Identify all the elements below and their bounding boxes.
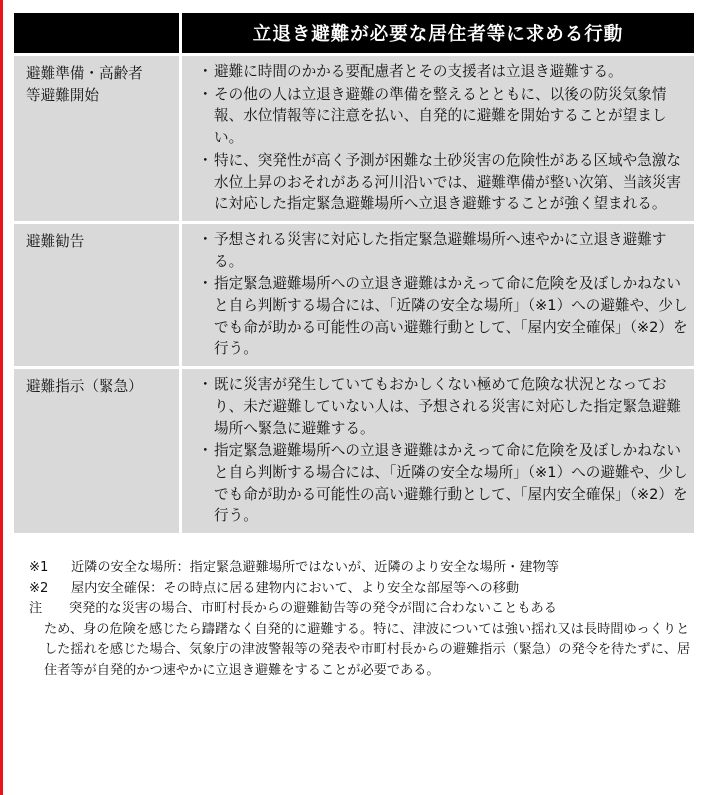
- footnotes: [14, 558, 694, 682]
- action-text: 特に、突発性が高く予測が困難な土砂災害の危険性がある区域や急激な水位上昇のおそれがある河川沿いでは、避難準備が整い次第、当該災害に対応した指定緊急避難場所へ立退き避難することが強く望まれる。: [214, 151, 682, 213]
- table-header-title: 立退き避難が必要な居住者等に求める行動: [182, 13, 694, 53]
- table-row-advisory: [14, 224, 694, 366]
- footnote-mark: ※2: [29, 580, 49, 596]
- action-text: その他の人は立退き避難の準備を整えるとともに、以後の防災気象情報、水位情報等に注意を払い、自発的に避難を開始することが望ましい。: [214, 85, 667, 147]
- bullet-mark: ・: [198, 376, 213, 394]
- action-item: [198, 229, 688, 272]
- footnote: [29, 599, 694, 681]
- action-text: 指定緊急避難場所への立退き避難はかえって命に危険を及ぼしかねないと自ら判断する場合には、「近隣の安全な場所」（※1）への避難や、少しでも命が助かる可能性の高い避難行動として、「屋内安全確保」（※2）を行う。: [214, 442, 688, 525]
- footnote-mark: ※1: [29, 560, 49, 576]
- footnote: [29, 579, 694, 600]
- action-cell: [182, 369, 694, 533]
- footnote-text: 突発的な災害の場合、市町村長からの避難勧告等の発令が間に合わないこともある: [69, 601, 557, 617]
- action-text: 指定緊急避難場所への立退き避難はかえって命に危険を及ぼしかねないと自ら判断する場合には、「近隣の安全な場所」（※1）への避難や、少しでも命が助かる可能性の高い避難行動として、「屋内安全確保」（※2）を行う。: [214, 275, 688, 358]
- action-item: [198, 273, 688, 360]
- category-cell: [14, 56, 182, 221]
- header-empty-cell: [14, 13, 182, 53]
- bullet-mark: ・: [198, 85, 213, 103]
- category-label-line: 等避難開始: [26, 87, 99, 104]
- action-item: [198, 440, 688, 527]
- bullet-mark: ・: [198, 63, 213, 80]
- evacuation-action-table: [14, 10, 694, 536]
- bullet-mark: ・: [198, 442, 213, 460]
- bullet-mark: ・: [198, 230, 213, 248]
- left-accent-line: [0, 0, 3, 795]
- action-text: 避難に時間のかかる要配慮者とその支援者は立退き避難する。: [214, 63, 623, 80]
- category-cell: 避難指示（緊急）: [14, 369, 182, 533]
- footnote-mark: 注: [29, 601, 43, 617]
- table-row-prepare: [14, 56, 694, 221]
- table-header-row: [14, 13, 694, 53]
- action-text: 予想される災害に対応した指定緊急避難場所へ速やかに立退き避難する。: [214, 230, 667, 270]
- category-label-line: 避難準備・高齢者: [26, 65, 143, 82]
- bullet-mark: ・: [198, 151, 213, 169]
- action-item: [198, 61, 688, 83]
- action-item: [198, 150, 688, 215]
- action-item: [198, 374, 688, 439]
- action-cell: [182, 224, 694, 366]
- evacuation-guidance-document: [14, 13, 694, 682]
- bullet-mark: ・: [198, 275, 213, 293]
- footnote-text: 屋内安全確保：その時点に居る建物内において、より安全な部屋等への移動: [71, 580, 520, 596]
- action-text: 既に災害が発生していてもおかしくない極めて危険な状況となっており、未だ避難していない人は、予想される災害に対応した指定緊急避難場所へ緊急に避難する。: [214, 376, 682, 437]
- category-cell: 避難勧告: [14, 224, 182, 366]
- action-item: [198, 84, 688, 149]
- footnote-text: 近隣の安全な場所：指定緊急避難場所ではないが、近隣のより安全な場所・建物等: [71, 560, 559, 576]
- footnote-continuation: ため、身の危険を感じたら躊躇なく自発的に避難する。特に、津波については強い揺れ又は長時間ゆっくりとした揺れを感じた場合、気象庁の津波警報等の発表や市町村長からの避難指示（緊急）の発令を待たずに、居住者等が自発的かつ速やかに立退き避難をすることが必要である。: [44, 621, 691, 679]
- action-cell: [182, 56, 694, 221]
- table-row-emergency: [14, 369, 694, 533]
- footnote: [29, 558, 694, 579]
